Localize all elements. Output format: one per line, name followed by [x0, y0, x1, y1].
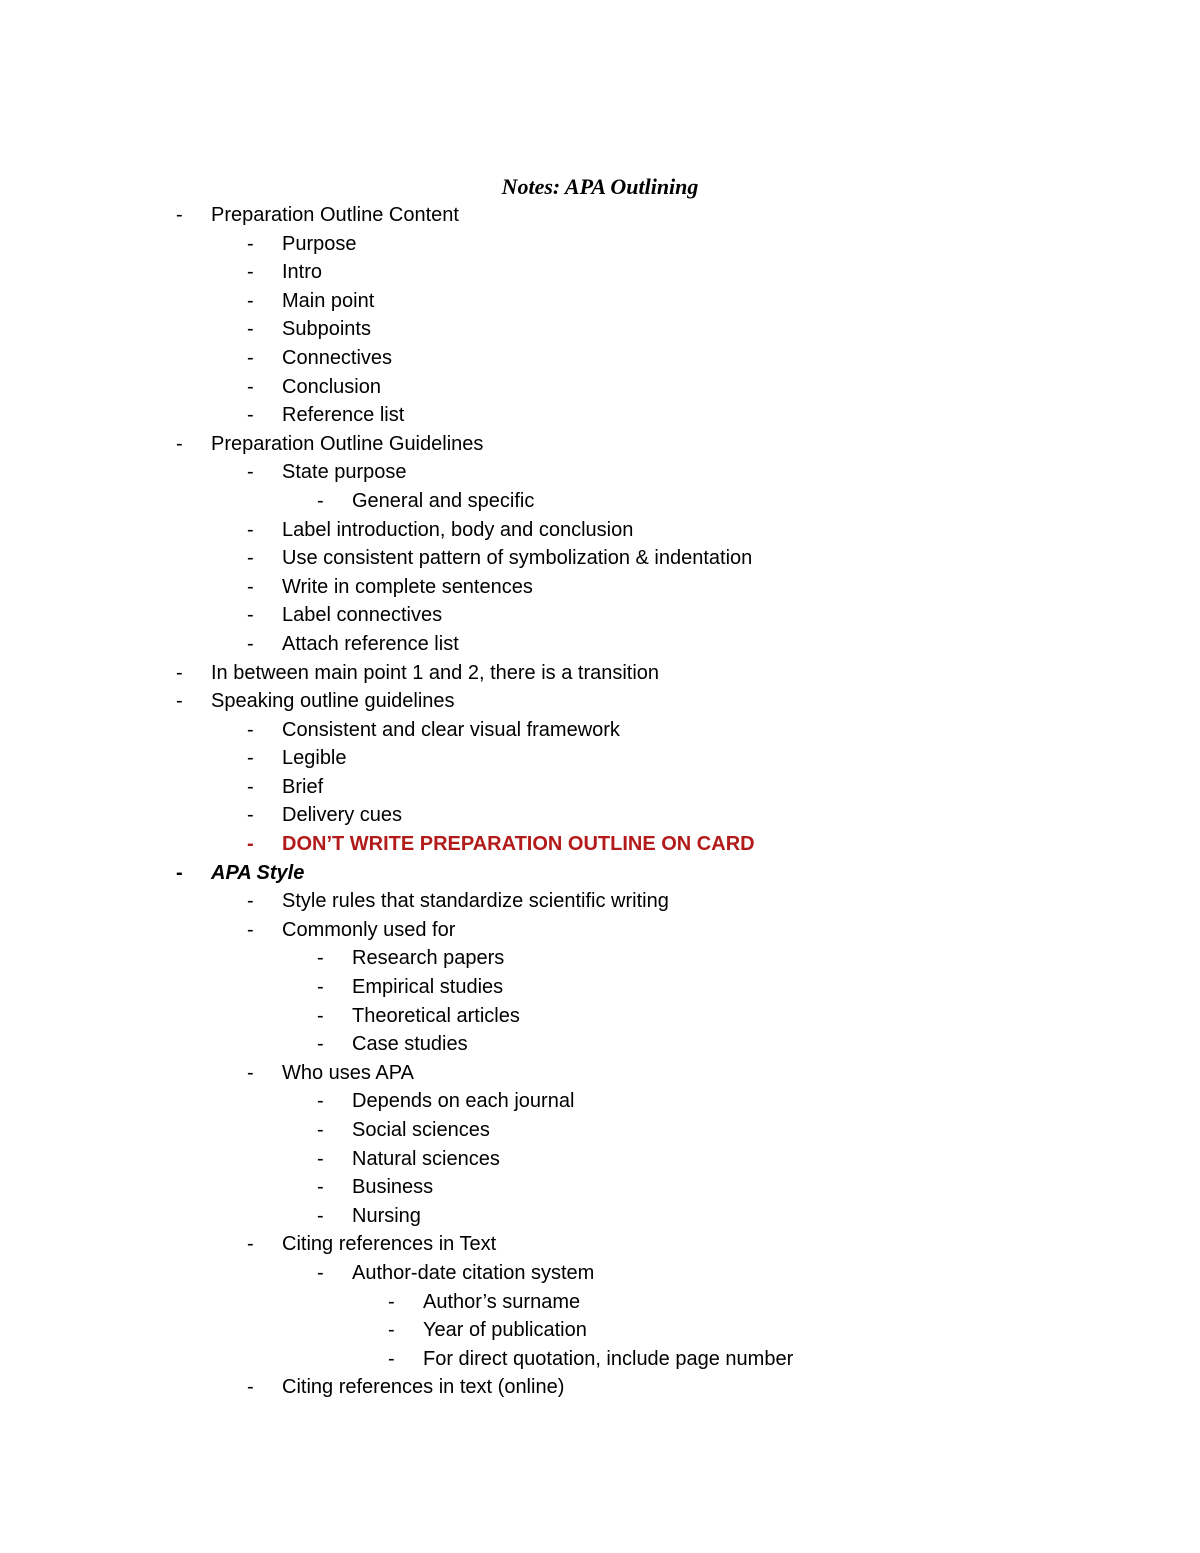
- outline-item-text: DON’T WRITE PREPARATION OUTLINE ON CARD: [282, 833, 755, 856]
- outline-list: [0, 201, 1200, 1402]
- bullet-dash: -: [317, 1204, 324, 1227]
- outline-item-text: Consistent and clear visual framework: [282, 718, 620, 741]
- bullet-dash: -: [176, 861, 183, 884]
- bullet-dash: -: [317, 1176, 324, 1199]
- outline-item-text: Legible: [282, 747, 347, 770]
- outline-item-level-2: [0, 973, 1200, 1002]
- outline-item-level-0: [0, 659, 1200, 688]
- outline-item-text: Author’s surname: [423, 1290, 581, 1313]
- bullet-dash: -: [247, 918, 254, 941]
- outline-item-text: Style rules that standardize scientific writing: [282, 890, 669, 913]
- page-title: Notes: APA Outlining: [501, 174, 699, 199]
- outline-item-text: Speaking outline guidelines: [211, 690, 455, 713]
- bullet-dash: -: [247, 890, 254, 913]
- bullet-dash: -: [247, 261, 254, 284]
- outline-item-level-2: [0, 1202, 1200, 1231]
- outline-item-text: Label introduction, body and conclusion: [282, 518, 634, 541]
- outline-item-level-1: [0, 573, 1200, 602]
- outline-item-text: Social sciences: [352, 1119, 490, 1141]
- outline-item-level-1: [0, 744, 1200, 773]
- bullet-dash: -: [317, 1004, 324, 1027]
- outline-item-level-1: [0, 773, 1200, 802]
- outline-item-level-0: [0, 687, 1200, 716]
- outline-item-level-3: [0, 1316, 1200, 1345]
- outline-item-text: Main point: [282, 289, 375, 312]
- outline-item-level-1: [0, 458, 1200, 487]
- bullet-dash: -: [247, 775, 254, 798]
- bullet-dash: -: [317, 947, 324, 970]
- outline-item-level-3: [0, 1345, 1200, 1374]
- outline-item-text: Citing references in text (online): [282, 1376, 565, 1399]
- outline-item-level-2: [0, 1145, 1200, 1174]
- outline-item-level-2: [0, 487, 1200, 516]
- bullet-dash: -: [176, 204, 183, 226]
- outline-item-level-1: [0, 544, 1200, 573]
- bullet-dash: -: [317, 1261, 324, 1284]
- bullet-dash: -: [247, 318, 254, 341]
- outline-item-text: Use consistent pattern of symbolization & indentation: [282, 547, 753, 570]
- outline-item-text: Label connectives: [282, 604, 443, 627]
- bullet-dash: -: [388, 1319, 395, 1342]
- outline-item-text: Case studies: [352, 1033, 468, 1056]
- outline-item-text: Preparation Outline Guidelines: [211, 432, 484, 455]
- bullet-dash: -: [247, 461, 254, 484]
- bullet-dash: -: [247, 404, 254, 427]
- outline-item-level-1: [0, 258, 1200, 287]
- bullet-dash: -: [317, 489, 324, 512]
- bullet-dash: -: [317, 976, 324, 999]
- outline-item-text: Write in complete sentences: [282, 575, 533, 598]
- outline-item-level-1: [0, 601, 1200, 630]
- outline-item-text: APA Style: [211, 861, 305, 884]
- bullet-dash: -: [247, 346, 254, 369]
- outline-item-level-1: [0, 315, 1200, 344]
- outline-item-level-2: [0, 1173, 1200, 1202]
- outline-item-text: Empirical studies: [352, 976, 504, 999]
- outline-item-level-2: [0, 1030, 1200, 1059]
- outline-item-level-3: [0, 1288, 1200, 1317]
- bullet-dash: -: [388, 1290, 395, 1313]
- outline-item-level-1: [0, 887, 1200, 916]
- bullet-dash: -: [247, 232, 254, 255]
- bullet-dash: -: [317, 1119, 324, 1141]
- bullet-dash: -: [247, 718, 254, 741]
- outline-item-level-0: [0, 430, 1200, 459]
- bullet-dash: -: [317, 1033, 324, 1056]
- outline-item-level-1: [0, 373, 1200, 402]
- outline-item-level-2: [0, 1116, 1200, 1145]
- outline-item-text: Commonly used for: [282, 918, 456, 941]
- outline-item-text: General and specific: [352, 489, 535, 512]
- bullet-dash: -: [247, 747, 254, 770]
- outline-item-text: Intro: [282, 261, 323, 284]
- outline-item-level-1: [0, 1059, 1200, 1088]
- outline-item-text: Citing references in Text: [282, 1233, 497, 1256]
- bullet-dash: -: [247, 833, 254, 856]
- bullet-dash: -: [317, 1147, 324, 1170]
- outline-item-level-1: [0, 1373, 1200, 1402]
- outline-item-text: Who uses APA: [282, 1061, 414, 1084]
- outline-item-text: Theoretical articles: [352, 1004, 520, 1027]
- outline-item-level-1: [0, 344, 1200, 373]
- outline-item-level-0: [0, 859, 1200, 888]
- outline-item-level-2: [0, 1002, 1200, 1031]
- outline-item-level-2: [0, 1087, 1200, 1116]
- outline-item-text: Brief: [282, 775, 324, 798]
- outline-item-level-1: [0, 716, 1200, 745]
- outline-item-text: Delivery cues: [282, 804, 403, 827]
- outline-item-text: State purpose: [282, 461, 407, 484]
- outline-item-level-1: [0, 1230, 1200, 1259]
- bullet-dash: -: [317, 1090, 324, 1113]
- bullet-dash: -: [247, 575, 254, 598]
- outline-item-level-1: [0, 830, 1200, 859]
- bullet-dash: -: [247, 1233, 254, 1256]
- bullet-dash: -: [247, 289, 254, 312]
- bullet-dash: -: [247, 375, 254, 398]
- outline-item-text: Reference list: [282, 404, 405, 427]
- bullet-dash: -: [247, 518, 254, 541]
- outline-item-text: In between main point 1 and 2, there is a transition: [211, 661, 660, 684]
- outline-item-text: Attach reference list: [282, 632, 459, 655]
- outline-item-text: For direct quotation, include page number: [423, 1347, 794, 1370]
- outline-item-level-2: [0, 1259, 1200, 1288]
- outline-item-level-1: [0, 630, 1200, 659]
- bullet-dash: -: [176, 432, 183, 455]
- outline-item-level-1: [0, 916, 1200, 945]
- outline-item-level-1: [0, 401, 1200, 430]
- outline-item-text: Preparation Outline Content: [211, 204, 459, 226]
- outline-item-text: Connectives: [282, 346, 393, 369]
- outline-item-level-2: [0, 944, 1200, 973]
- outline-item-level-1: [0, 801, 1200, 830]
- bullet-dash: -: [247, 804, 254, 827]
- outline-item-level-0: [0, 201, 1200, 230]
- bullet-dash: -: [247, 604, 254, 627]
- outline-item-level-1: [0, 230, 1200, 259]
- outline-item-level-1: [0, 287, 1200, 316]
- bullet-dash: -: [247, 1061, 254, 1084]
- outline-item-text: Research papers: [352, 947, 505, 970]
- bullet-dash: -: [247, 547, 254, 570]
- outline-item-text: Author-date citation system: [352, 1261, 595, 1284]
- outline-item-level-1: [0, 516, 1200, 545]
- outline-item-text: Year of publication: [423, 1319, 587, 1342]
- outline-item-text: Nursing: [352, 1204, 421, 1227]
- outline-item-text: Purpose: [282, 232, 357, 255]
- outline-item-text: Business: [352, 1176, 434, 1199]
- bullet-dash: -: [176, 690, 183, 713]
- outline-item-text: Conclusion: [282, 375, 381, 398]
- bullet-dash: -: [388, 1347, 395, 1370]
- outline-item-text: Natural sciences: [352, 1147, 500, 1170]
- outline-item-text: Subpoints: [282, 318, 371, 341]
- outline-item-text: Depends on each journal: [352, 1090, 575, 1113]
- bullet-dash: -: [247, 632, 254, 655]
- bullet-dash: -: [176, 661, 183, 684]
- bullet-dash: -: [247, 1376, 254, 1399]
